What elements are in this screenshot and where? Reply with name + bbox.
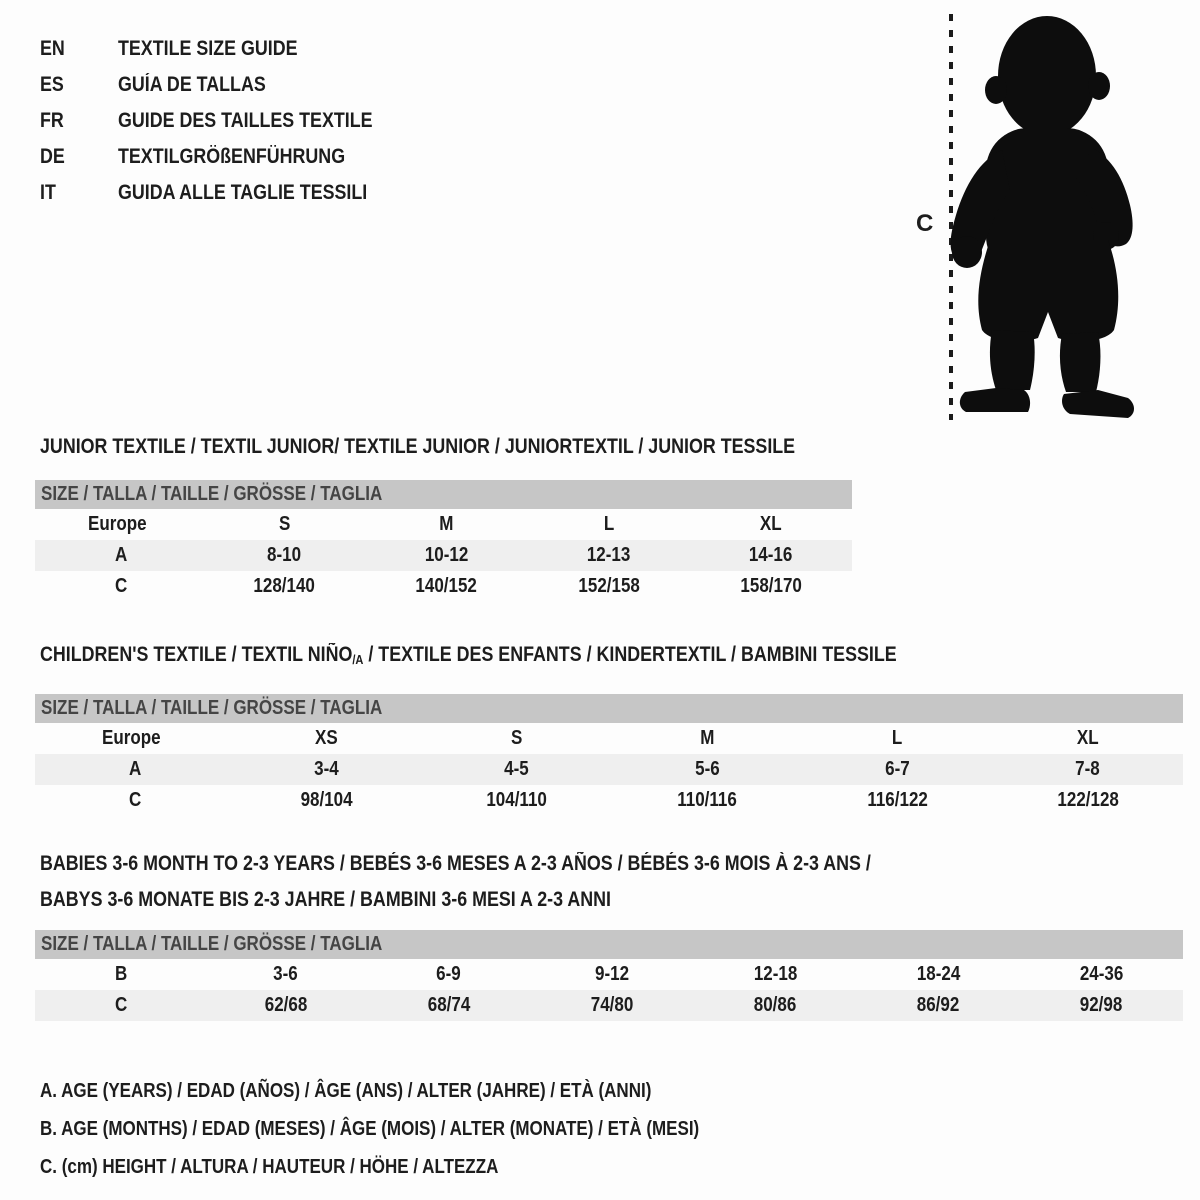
- table-cell: 152/158: [577, 575, 640, 597]
- guide-title-fr: GUIDE DES TAILLES TEXTILE: [118, 109, 373, 132]
- table-cell: 4-5: [504, 758, 530, 780]
- language-row-de: [40, 139, 417, 175]
- language-code: DE: [40, 145, 65, 168]
- size-header-bar: SIZE / TALLA / TAILLE / GRÖSSE / TAGLIA: [35, 930, 1183, 959]
- junior-age-row: [35, 540, 852, 571]
- table-cell: 140/152: [415, 575, 478, 597]
- measure-legend: [40, 1072, 816, 1186]
- language-title-list: [40, 31, 417, 211]
- child-silhouette-graphic: [900, 0, 1200, 440]
- table-cell: 86/92: [916, 994, 960, 1016]
- children-header-row: [35, 723, 1183, 754]
- guide-title-it: GUIDA ALLE TAGLIE TESSILI: [118, 181, 368, 204]
- table-cell: 12-13: [586, 544, 631, 566]
- table-cell: 5-6: [694, 758, 720, 780]
- table-cell: 7-8: [1075, 758, 1101, 780]
- language-row-en: [40, 31, 417, 67]
- column-header: L: [892, 727, 903, 749]
- column-header: S: [278, 513, 290, 535]
- table-cell: 3-6: [273, 963, 298, 985]
- junior-section-title: JUNIOR TEXTILE / TEXTIL JUNIOR/ TEXTILE JUNIOR / JUNIORTEXTIL / JUNIOR TESSILE: [40, 435, 796, 458]
- guide-title-de: TEXTILGRÖßENFÜHRUNG: [118, 145, 346, 168]
- table-cell: 10-12: [424, 544, 469, 566]
- table-cell: 6-9: [436, 963, 462, 985]
- table-cell: 68/74: [427, 994, 471, 1016]
- table-cell: 24-36: [1079, 963, 1124, 985]
- column-header: S: [511, 727, 523, 749]
- table-cell: 8-10: [267, 544, 302, 566]
- babies-age-row: [35, 959, 1183, 990]
- table-cell: 14-16: [749, 544, 793, 566]
- column-header: L: [603, 513, 614, 535]
- babies-height-row: [35, 990, 1183, 1021]
- row-label: C: [114, 575, 128, 597]
- size-header-bar: SIZE / TALLA / TAILLE / GRÖSSE / TAGLIA: [35, 694, 1183, 723]
- legend-line-a: A. AGE (YEARS) / EDAD (AÑOS) / ÂGE (ANS) / ALTER (JAHRE) / ETÀ (ANNI): [40, 1079, 652, 1102]
- language-row-fr: [40, 103, 417, 139]
- babies-size-table: [35, 930, 1183, 1021]
- language-row-es: [40, 67, 417, 103]
- legend-line-c: C. (cm) HEIGHT / ALTURA / HAUTEUR / HÖHE / ALTEZZA: [40, 1155, 499, 1178]
- guide-title-es: GUÍA DE TALLAS: [118, 73, 266, 96]
- table-cell: 122/128: [1057, 789, 1119, 811]
- table-cell: 74/80: [590, 994, 634, 1016]
- column-header: XL: [760, 513, 782, 535]
- junior-header-row: [35, 509, 852, 540]
- column-header: M: [700, 727, 715, 749]
- row-label: C: [115, 994, 128, 1016]
- column-header: XL: [1076, 727, 1099, 749]
- child-height-figure: [900, 0, 1200, 440]
- junior-height-row: [35, 571, 852, 602]
- height-line-label: C: [916, 210, 934, 237]
- table-cell: 158/170: [740, 575, 802, 597]
- table-cell: 128/140: [253, 575, 316, 597]
- children-height-row: [35, 785, 1183, 816]
- size-header-bar: SIZE / TALLA / TAILLE / GRÖSSE / TAGLIA: [35, 480, 852, 509]
- table-cell: 3-4: [314, 758, 339, 780]
- row-label: Europe: [87, 513, 147, 535]
- table-cell: 98/104: [300, 789, 353, 811]
- row-label: Europe: [101, 727, 161, 749]
- guide-title-en: TEXTILE SIZE GUIDE: [118, 37, 298, 60]
- table-cell: 18-24: [916, 963, 961, 985]
- children-age-row: [35, 754, 1183, 785]
- table-cell: 116/122: [867, 789, 928, 811]
- table-cell: 80/86: [753, 994, 797, 1016]
- table-cell: 6-7: [885, 758, 910, 780]
- children-section-title: CHILDREN'S TEXTILE / TEXTIL NIÑO/A / TEXTILE DES ENFANTS / KINDERTEXTIL / BAMBINI TESSILE: [40, 643, 897, 667]
- column-header: M: [439, 513, 454, 535]
- column-header: XS: [315, 727, 338, 749]
- table-cell: 104/110: [486, 789, 548, 811]
- table-cell: 9-12: [594, 963, 629, 985]
- junior-size-table: [35, 480, 852, 602]
- language-code: IT: [40, 181, 56, 204]
- table-cell: 62/68: [264, 994, 307, 1016]
- legend-line-b: B. AGE (MONTHS) / EDAD (MESES) / ÂGE (MOIS) / ALTER (MONATE) / ETÀ (MESI): [40, 1117, 700, 1140]
- row-label: A: [114, 544, 128, 566]
- row-label: C: [128, 789, 142, 811]
- language-code: ES: [40, 73, 64, 96]
- language-code: EN: [40, 37, 65, 60]
- table-cell: 110/116: [677, 789, 737, 811]
- toddler-silhouette: [951, 16, 1134, 418]
- row-label: A: [128, 758, 142, 780]
- babies-section-title: BABIES 3-6 MONTH TO 2-3 YEARS / BEBÉS 3-6 MESES A 2-3 AÑOS / BÉBÉS 3-6 MOIS À 2-3 ANS / BABYS 3-6 MONATE BIS 2-3 JAHRE / BAMBINI 3-6 MESI A 2-3 ANNI: [40, 852, 871, 911]
- table-cell: 12-18: [753, 963, 797, 985]
- table-cell: 92/98: [1080, 994, 1123, 1016]
- children-size-table: [35, 694, 1183, 816]
- row-label: B: [115, 963, 128, 985]
- language-row-it: [40, 175, 417, 211]
- language-code: FR: [40, 109, 64, 132]
- nino-a-subscript: /A: [352, 652, 364, 667]
